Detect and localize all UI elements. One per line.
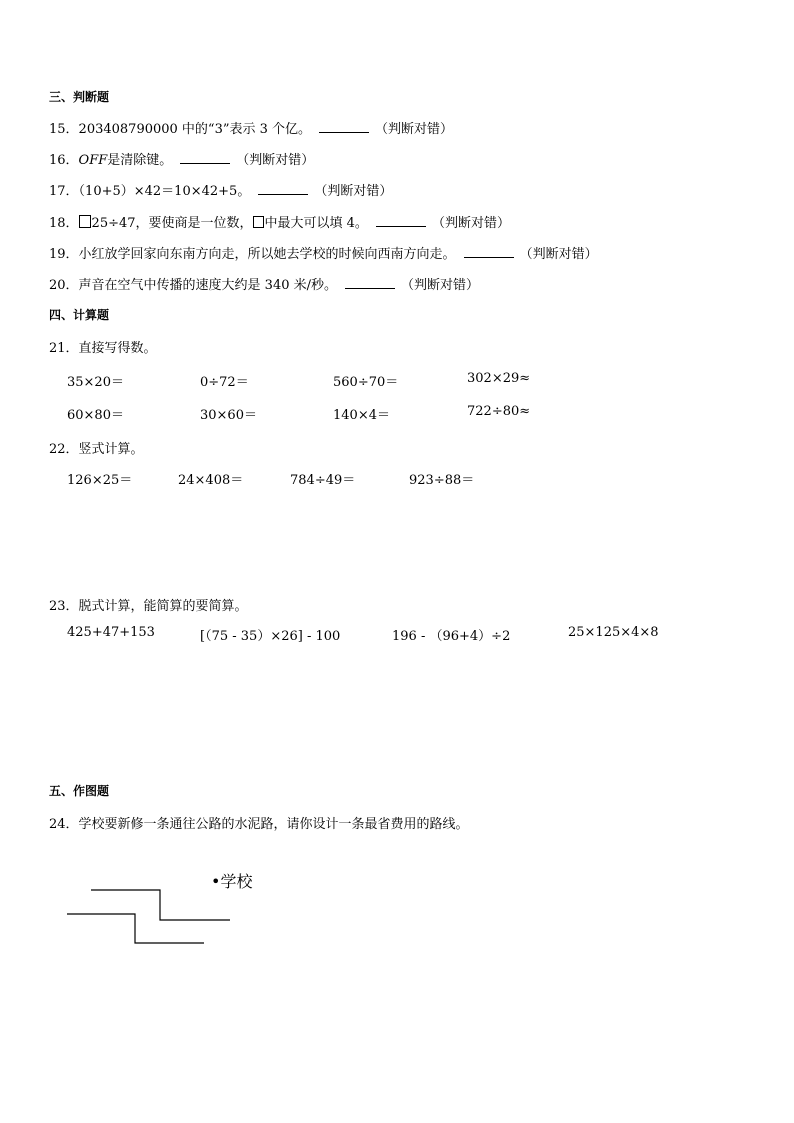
school-dot-icon: • [211,872,221,891]
road-upper-edge [91,890,230,920]
question-number: 15． [49,122,79,137]
school-label: 学校 [220,872,253,891]
question-tail: （判断对错） [236,153,315,168]
empty-box-icon [253,216,264,228]
answer-blank[interactable] [319,120,369,133]
calc-item: 425+47+153 [67,625,155,640]
calc-item: 35×20＝ [67,375,124,390]
calc-item: 140×4＝ [333,408,390,423]
calc-item: 60×80＝ [67,408,124,423]
answer-blank[interactable] [464,245,514,258]
question-italic-text: OFF [78,153,108,168]
calc-item: 560÷70＝ [333,375,399,390]
road-lower-edge [67,914,204,943]
question-18 [49,212,510,231]
question-21-label: 21．直接写得数。 [49,341,157,356]
question-text-a: 25÷47，要使商是一位数， [91,216,253,231]
calc-item: 24×408＝ [178,473,244,488]
calc-item: 923÷88＝ [409,473,475,488]
calc-item: [（75 - 35）×26] - 100 [200,629,341,644]
question-number: 16． [49,153,79,168]
question-22-label: 22．竖式计算。 [49,442,144,457]
question-text: 小红放学回家向东南方向走，所以她去学校的时候向西南方向走。 [78,247,456,262]
question-text: （10+5）×42＝10×42+5。 [78,184,251,199]
calc-item: 0÷72＝ [200,375,249,390]
question-tail: （判断对错） [431,216,510,231]
section-5-title: 五、作图题 [49,784,110,798]
empty-box-icon [79,215,91,228]
question-20 [49,274,479,293]
calc-item: 196 - （96+4）÷2 [392,629,511,644]
question-tail: （判断对错） [519,247,598,262]
question-text-b: 中最大可以填 4。 [264,216,368,231]
question-tail: （判断对错） [375,122,454,137]
calc-item: 30×60＝ [200,408,257,423]
question-24-label: 24．学校要新修一条通往公路的水泥路，请你设计一条最省费用的路线。 [49,817,469,832]
calc-item: 302×29≈ [467,371,531,386]
question-23-label: 23．脱式计算，能简算的要简算。 [49,599,248,614]
answer-blank[interactable] [345,276,395,289]
question-15 [49,118,453,137]
answer-blank[interactable] [258,182,308,195]
question-tail: （判断对错） [401,278,480,293]
section-4-title: 四、计算题 [49,308,110,322]
school-marker [211,869,252,892]
question-number: 17． [49,184,79,199]
question-text: 是清除键。 [107,153,173,168]
question-19 [49,243,598,262]
question-17 [49,180,392,199]
answer-blank[interactable] [376,214,426,227]
calc-item: 25×125×4×8 [568,625,659,640]
question-number: 18． [49,216,79,231]
question-text: 声音在空气中传播的速度大约是 340 米/秒。 [78,278,338,293]
question-16 [49,149,314,168]
question-number: 19． [49,247,79,262]
question-number: 20． [49,278,79,293]
answer-blank[interactable] [180,151,230,164]
calc-item: 126×25＝ [67,473,133,488]
calc-item: 722÷80≈ [467,404,531,419]
question-text: 203408790000 中的“3”表示 3 个亿。 [78,122,312,137]
calc-item: 784÷49＝ [290,473,356,488]
section-3-title: 三、判断题 [49,90,110,104]
question-tail: （判断对错） [314,184,393,199]
